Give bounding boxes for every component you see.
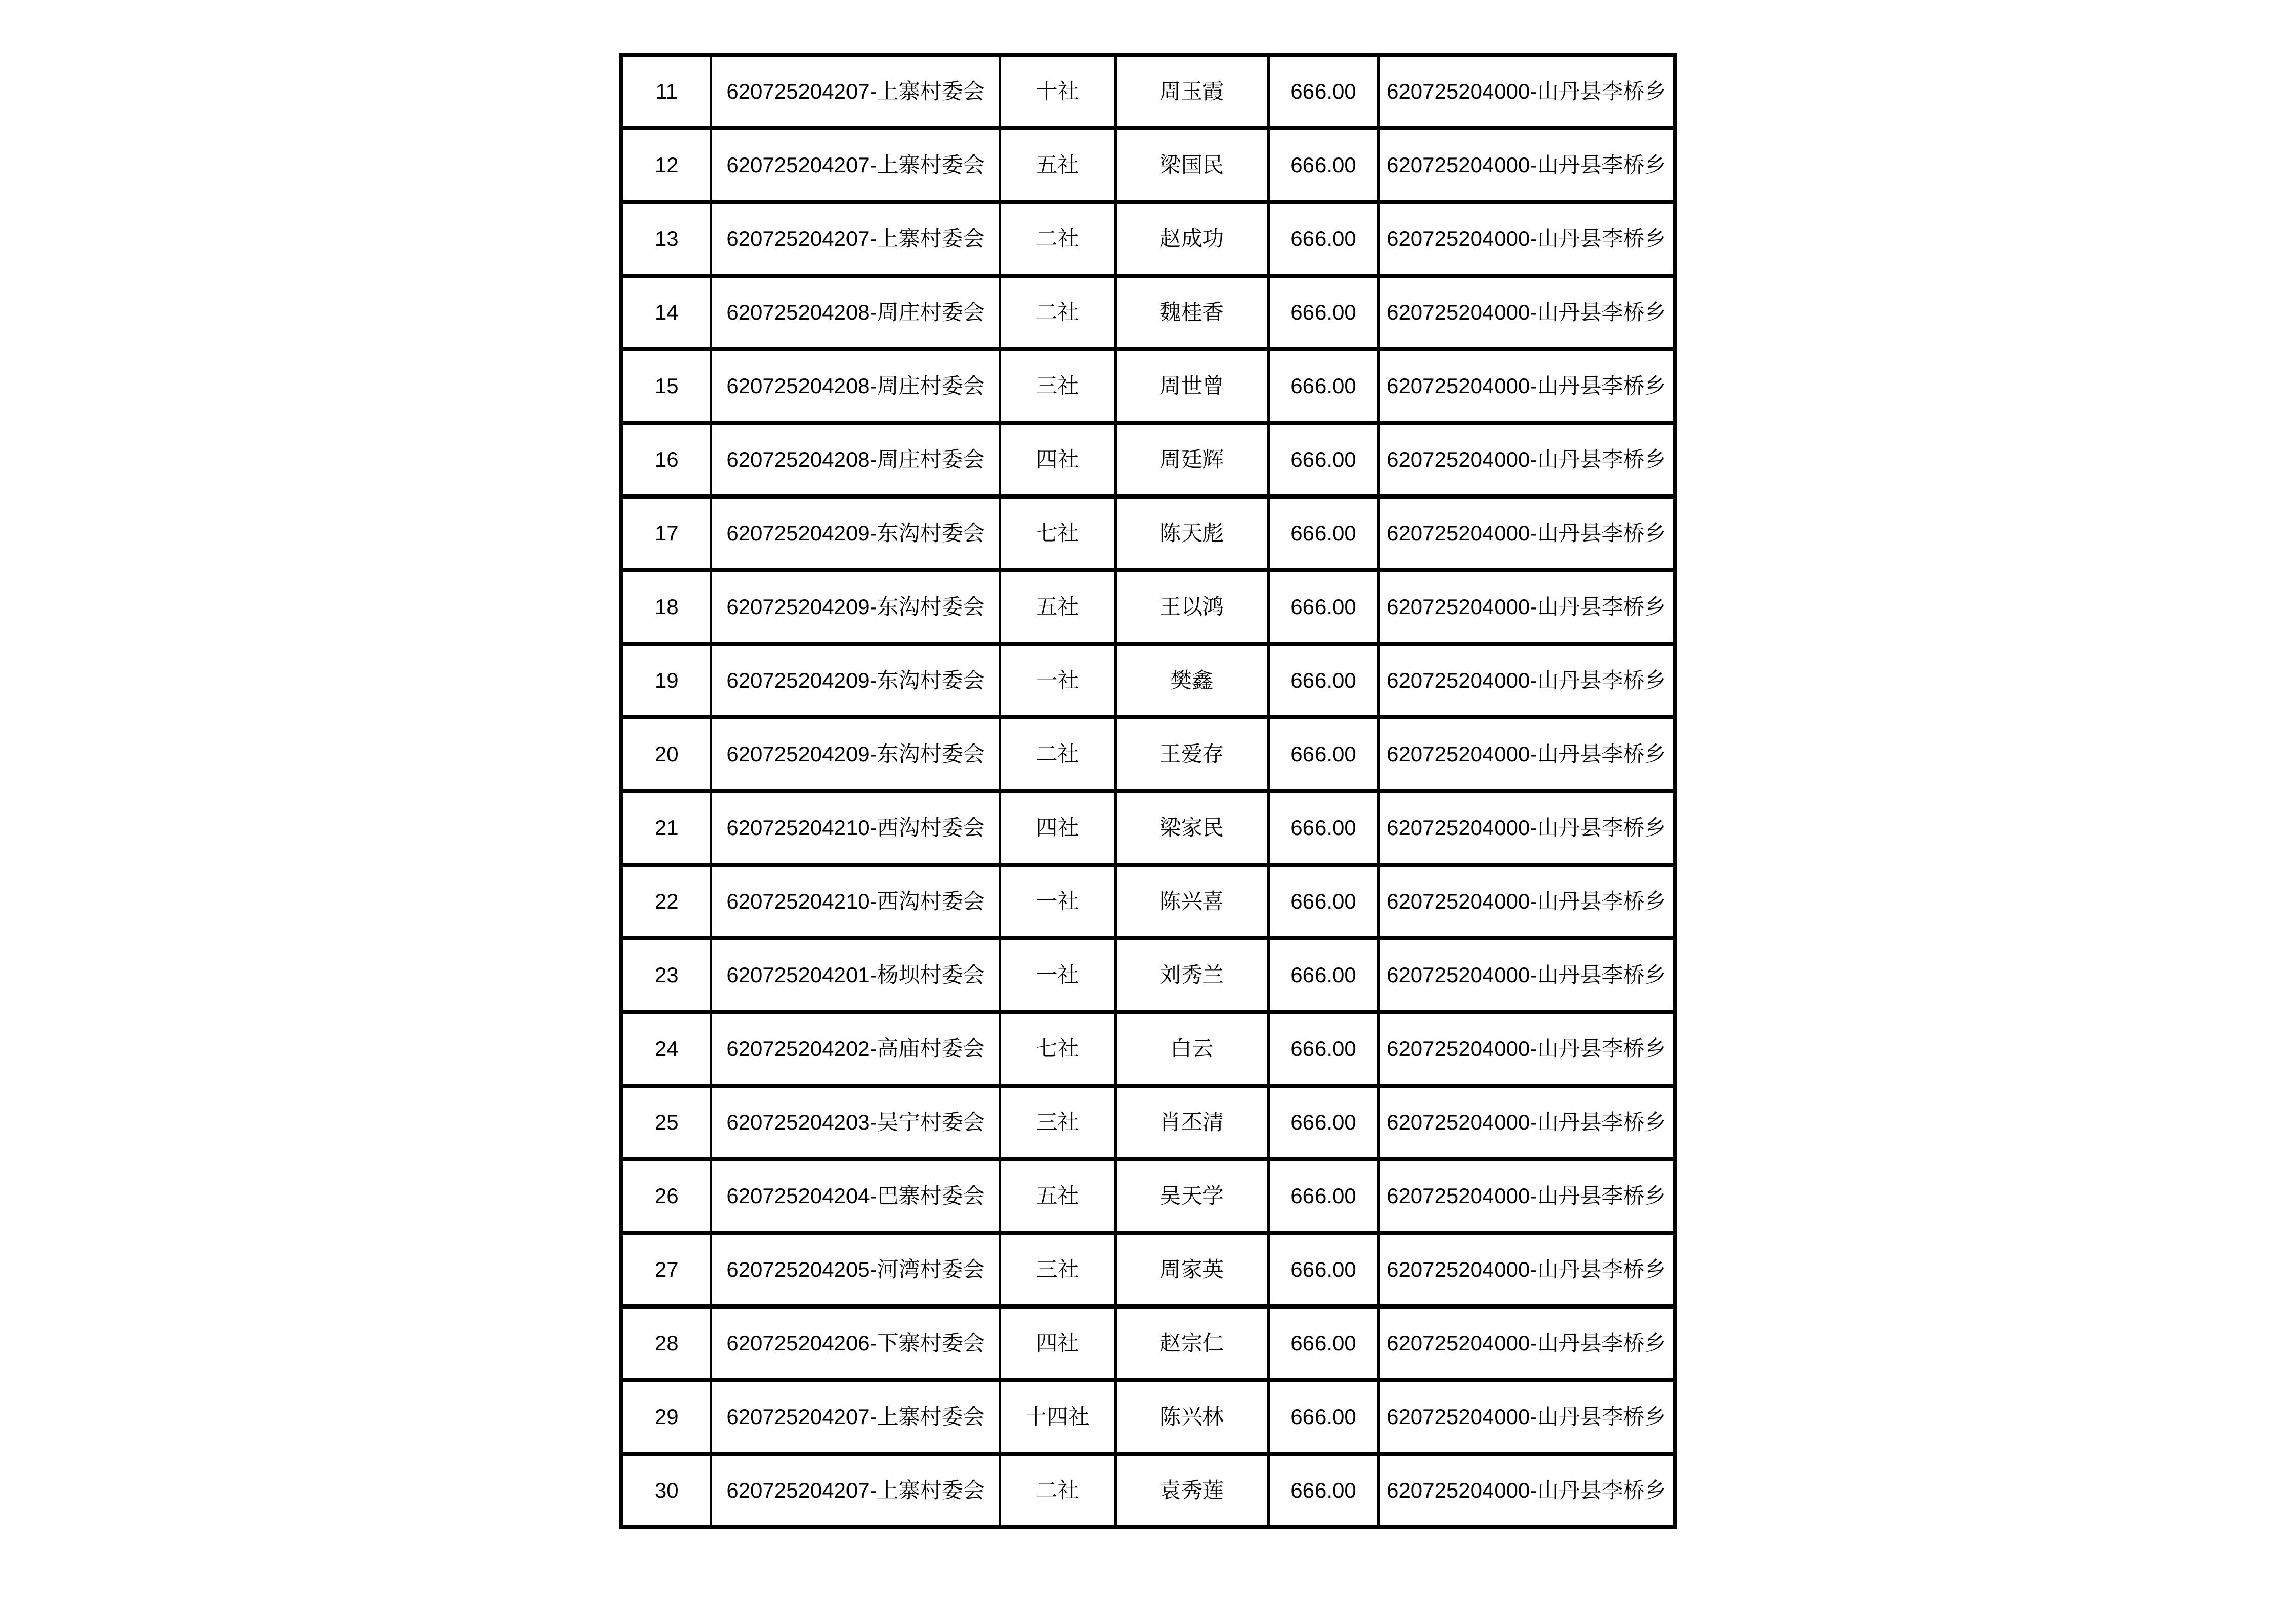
village-cell: 620725204209-东沟村委会 (711, 717, 1000, 791)
table-row (621, 938, 1675, 1012)
group-cell: 五社 (1000, 1159, 1115, 1233)
name-cell: 赵成功 (1115, 202, 1268, 276)
amount-cell: 666.00 (1268, 349, 1378, 423)
seq-cell: 27 (621, 1233, 711, 1306)
table-row (621, 349, 1675, 423)
table-row (621, 717, 1675, 791)
amount-cell: 666.00 (1268, 791, 1378, 865)
seq-cell: 20 (621, 717, 711, 791)
seq-cell: 23 (621, 938, 711, 1012)
table-row (621, 1306, 1675, 1380)
seq-cell: 28 (621, 1306, 711, 1380)
name-cell: 刘秀兰 (1115, 938, 1268, 1012)
village-cell: 620725204207-上寨村委会 (711, 1454, 1000, 1527)
amount-cell: 666.00 (1268, 570, 1378, 644)
township-cell: 620725204000-山丹县李桥乡 (1378, 349, 1675, 423)
village-cell: 620725204207-上寨村委会 (711, 202, 1000, 276)
village-cell: 620725204202-高庙村委会 (711, 1012, 1000, 1086)
village-cell: 620725204208-周庄村委会 (711, 423, 1000, 497)
seq-cell: 14 (621, 276, 711, 349)
township-cell: 620725204000-山丹县李桥乡 (1378, 865, 1675, 938)
village-cell: 620725204203-吴宁村委会 (711, 1086, 1000, 1159)
name-cell: 梁国民 (1115, 128, 1268, 202)
table-row (621, 55, 1675, 128)
seq-cell: 26 (621, 1159, 711, 1233)
name-cell: 魏桂香 (1115, 276, 1268, 349)
township-cell: 620725204000-山丹县李桥乡 (1378, 1306, 1675, 1380)
group-cell: 十四社 (1000, 1380, 1115, 1454)
group-cell: 七社 (1000, 497, 1115, 570)
seq-cell: 22 (621, 865, 711, 938)
seq-cell: 12 (621, 128, 711, 202)
name-cell: 王以鸿 (1115, 570, 1268, 644)
amount-cell: 666.00 (1268, 202, 1378, 276)
seq-cell: 15 (621, 349, 711, 423)
village-cell: 620725204210-西沟村委会 (711, 791, 1000, 865)
village-cell: 620725204209-东沟村委会 (711, 497, 1000, 570)
name-cell: 王爱存 (1115, 717, 1268, 791)
seq-cell: 13 (621, 202, 711, 276)
group-cell: 五社 (1000, 128, 1115, 202)
name-cell: 陈兴林 (1115, 1380, 1268, 1454)
name-cell: 白云 (1115, 1012, 1268, 1086)
village-cell: 620725204207-上寨村委会 (711, 55, 1000, 128)
group-cell: 一社 (1000, 865, 1115, 938)
amount-cell: 666.00 (1268, 938, 1378, 1012)
table-row (621, 202, 1675, 276)
township-cell: 620725204000-山丹县李桥乡 (1378, 276, 1675, 349)
table-row (621, 1086, 1675, 1159)
township-cell: 620725204000-山丹县李桥乡 (1378, 423, 1675, 497)
name-cell: 赵宗仁 (1115, 1306, 1268, 1380)
name-cell: 袁秀莲 (1115, 1454, 1268, 1527)
seq-cell: 21 (621, 791, 711, 865)
amount-cell: 666.00 (1268, 1306, 1378, 1380)
village-cell: 620725204207-上寨村委会 (711, 128, 1000, 202)
township-cell: 620725204000-山丹县李桥乡 (1378, 570, 1675, 644)
amount-cell: 666.00 (1268, 717, 1378, 791)
group-cell: 三社 (1000, 1086, 1115, 1159)
group-cell: 七社 (1000, 1012, 1115, 1086)
table-row (621, 276, 1675, 349)
group-cell: 二社 (1000, 717, 1115, 791)
name-cell: 肖丕清 (1115, 1086, 1268, 1159)
name-cell: 陈天彪 (1115, 497, 1268, 570)
seq-cell: 25 (621, 1086, 711, 1159)
group-cell: 十社 (1000, 55, 1115, 128)
amount-cell: 666.00 (1268, 423, 1378, 497)
name-cell: 周廷辉 (1115, 423, 1268, 497)
name-cell: 陈兴喜 (1115, 865, 1268, 938)
village-cell: 620725204209-东沟村委会 (711, 644, 1000, 717)
seq-cell: 11 (621, 55, 711, 128)
amount-cell: 666.00 (1268, 55, 1378, 128)
amount-cell: 666.00 (1268, 1086, 1378, 1159)
group-cell: 四社 (1000, 1306, 1115, 1380)
payment-table (619, 53, 1677, 1529)
table-row (621, 128, 1675, 202)
table-row (621, 1233, 1675, 1306)
table-row (621, 497, 1675, 570)
amount-cell: 666.00 (1268, 497, 1378, 570)
township-cell: 620725204000-山丹县李桥乡 (1378, 1233, 1675, 1306)
amount-cell: 666.00 (1268, 1233, 1378, 1306)
seq-cell: 18 (621, 570, 711, 644)
payment-table-body (621, 55, 1675, 1527)
village-cell: 620725204204-巴寨村委会 (711, 1159, 1000, 1233)
table-row (621, 865, 1675, 938)
village-cell: 620725204201-杨坝村委会 (711, 938, 1000, 1012)
table-row (621, 1454, 1675, 1527)
township-cell: 620725204000-山丹县李桥乡 (1378, 1380, 1675, 1454)
name-cell: 吴天学 (1115, 1159, 1268, 1233)
township-cell: 620725204000-山丹县李桥乡 (1378, 497, 1675, 570)
table-row (621, 791, 1675, 865)
group-cell: 三社 (1000, 349, 1115, 423)
seq-cell: 17 (621, 497, 711, 570)
village-cell: 620725204207-上寨村委会 (711, 1380, 1000, 1454)
amount-cell: 666.00 (1268, 128, 1378, 202)
name-cell: 周家英 (1115, 1233, 1268, 1306)
village-cell: 620725204208-周庄村委会 (711, 276, 1000, 349)
name-cell: 梁家民 (1115, 791, 1268, 865)
village-cell: 620725204210-西沟村委会 (711, 865, 1000, 938)
seq-cell: 29 (621, 1380, 711, 1454)
township-cell: 620725204000-山丹县李桥乡 (1378, 1159, 1675, 1233)
amount-cell: 666.00 (1268, 1159, 1378, 1233)
amount-cell: 666.00 (1268, 1454, 1378, 1527)
township-cell: 620725204000-山丹县李桥乡 (1378, 791, 1675, 865)
table-row (621, 1012, 1675, 1086)
township-cell: 620725204000-山丹县李桥乡 (1378, 1086, 1675, 1159)
name-cell: 周玉霞 (1115, 55, 1268, 128)
township-cell: 620725204000-山丹县李桥乡 (1378, 55, 1675, 128)
amount-cell: 666.00 (1268, 865, 1378, 938)
seq-cell: 24 (621, 1012, 711, 1086)
township-cell: 620725204000-山丹县李桥乡 (1378, 128, 1675, 202)
township-cell: 620725204000-山丹县李桥乡 (1378, 938, 1675, 1012)
seq-cell: 19 (621, 644, 711, 717)
township-cell: 620725204000-山丹县李桥乡 (1378, 1012, 1675, 1086)
table-row (621, 423, 1675, 497)
village-cell: 620725204205-河湾村委会 (711, 1233, 1000, 1306)
township-cell: 620725204000-山丹县李桥乡 (1378, 202, 1675, 276)
group-cell: 四社 (1000, 423, 1115, 497)
table-row (621, 1159, 1675, 1233)
village-cell: 620725204209-东沟村委会 (711, 570, 1000, 644)
township-cell: 620725204000-山丹县李桥乡 (1378, 1454, 1675, 1527)
name-cell: 周世曾 (1115, 349, 1268, 423)
table-row (621, 1380, 1675, 1454)
group-cell: 一社 (1000, 938, 1115, 1012)
group-cell: 二社 (1000, 1454, 1115, 1527)
amount-cell: 666.00 (1268, 276, 1378, 349)
seq-cell: 16 (621, 423, 711, 497)
group-cell: 三社 (1000, 1233, 1115, 1306)
group-cell: 四社 (1000, 791, 1115, 865)
group-cell: 五社 (1000, 570, 1115, 644)
amount-cell: 666.00 (1268, 1012, 1378, 1086)
group-cell: 二社 (1000, 202, 1115, 276)
group-cell: 二社 (1000, 276, 1115, 349)
name-cell: 樊鑫 (1115, 644, 1268, 717)
amount-cell: 666.00 (1268, 644, 1378, 717)
village-cell: 620725204206-下寨村委会 (711, 1306, 1000, 1380)
table-row (621, 644, 1675, 717)
group-cell: 一社 (1000, 644, 1115, 717)
table-row (621, 570, 1675, 644)
amount-cell: 666.00 (1268, 1380, 1378, 1454)
village-cell: 620725204208-周庄村委会 (711, 349, 1000, 423)
township-cell: 620725204000-山丹县李桥乡 (1378, 717, 1675, 791)
seq-cell: 30 (621, 1454, 711, 1527)
township-cell: 620725204000-山丹县李桥乡 (1378, 644, 1675, 717)
